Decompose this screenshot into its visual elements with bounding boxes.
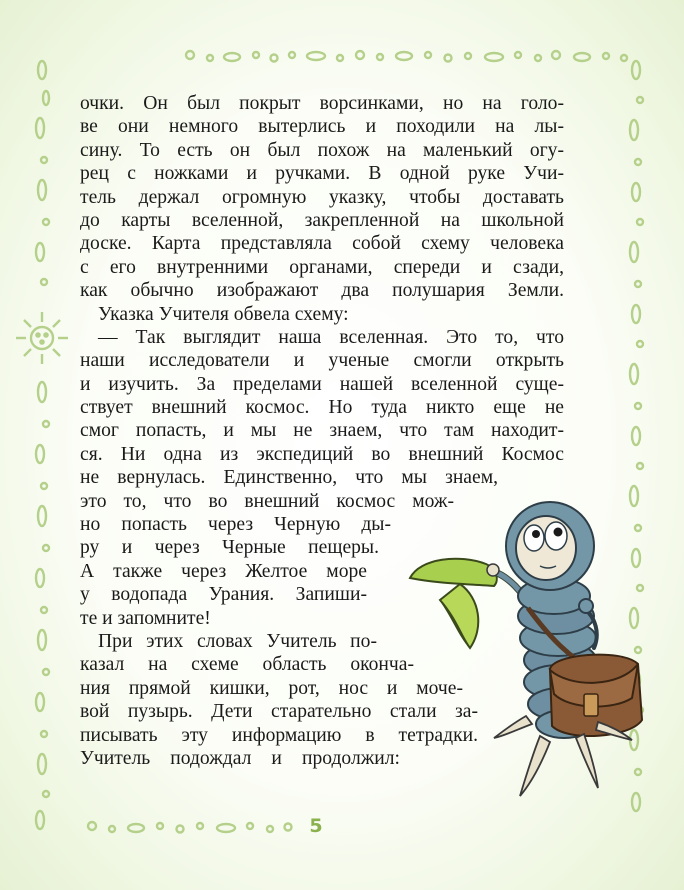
text-line: очки. Он был покрыт ворсинками, но на голо- [80,93,564,114]
text-line: ся. Ни одна из экспедиций во внешний Космос [80,443,564,465]
border-left-ovals [36,61,49,829]
text-line: Указка Учителя обвела схему: [98,303,349,325]
text-line: и изучить. За пределами нашей вселенной суще- [80,373,564,395]
text-line: ствует внешний космос. Но туда никто еще не [80,397,564,419]
text-line: ру и через Черные пещеры. [80,537,379,559]
text-line: наши исследователи и ученые смогли открыть [80,350,564,372]
text-line: но попасть через Черную ды- [80,514,391,536]
teacher-character-illustration [400,488,650,808]
text-line: рец с ножками и ручками. В одной руке Учи- [80,163,564,185]
sun-ornament-icon [16,312,68,364]
text-line: это то, что во внешний космос мож- [80,490,454,512]
text-line: Учитель подождал и продолжил: [80,747,400,769]
border-top-dots [186,51,627,62]
head [506,502,594,590]
text-line: с его внутренними органами, спереди и сзади, [80,256,564,278]
text-line: А также через Желтое море [80,560,367,582]
text-line: тель держал огромную указку, чтобы доставать [80,186,564,208]
text-line: вой пузырь. Дети старательно стали за- [80,701,478,723]
text-line: — Так выглядит наша вселенная. Это то, что [98,326,564,348]
text-line: не вернулась. Единственно, что мы знаем, [80,467,498,489]
satchel-bag-icon [550,655,642,736]
text-line: как обычно изображают два полушария Земли. [80,280,564,302]
text-line: При этих словах Учитель по- [98,630,377,652]
text-line: доске. Карта представляла собой схему человека [80,233,564,255]
text-line: те и запомните! [80,607,211,629]
text-line: сину. То есть он был похож на маленький огу- [80,139,564,161]
text-line: казал на схеме область оконча- [80,654,414,676]
text-line: ния прямой кишки, рот, нос и моче- [80,677,463,699]
text-line: у водопада Урания. Запиши- [80,584,367,606]
text-line: до карты вселенной, закрепленной на школьной [80,209,564,231]
green-cap-icon [410,559,497,648]
text-line: писывать эту информацию в тетрадки. [80,724,478,746]
page-number: 5 [309,815,323,837]
border-bottom-dots [88,822,292,833]
text-line: смог попасть, и мы не знаем, что там находит- [80,420,564,442]
text-line: ве они немного вытерлись и походили на лы- [80,116,564,138]
